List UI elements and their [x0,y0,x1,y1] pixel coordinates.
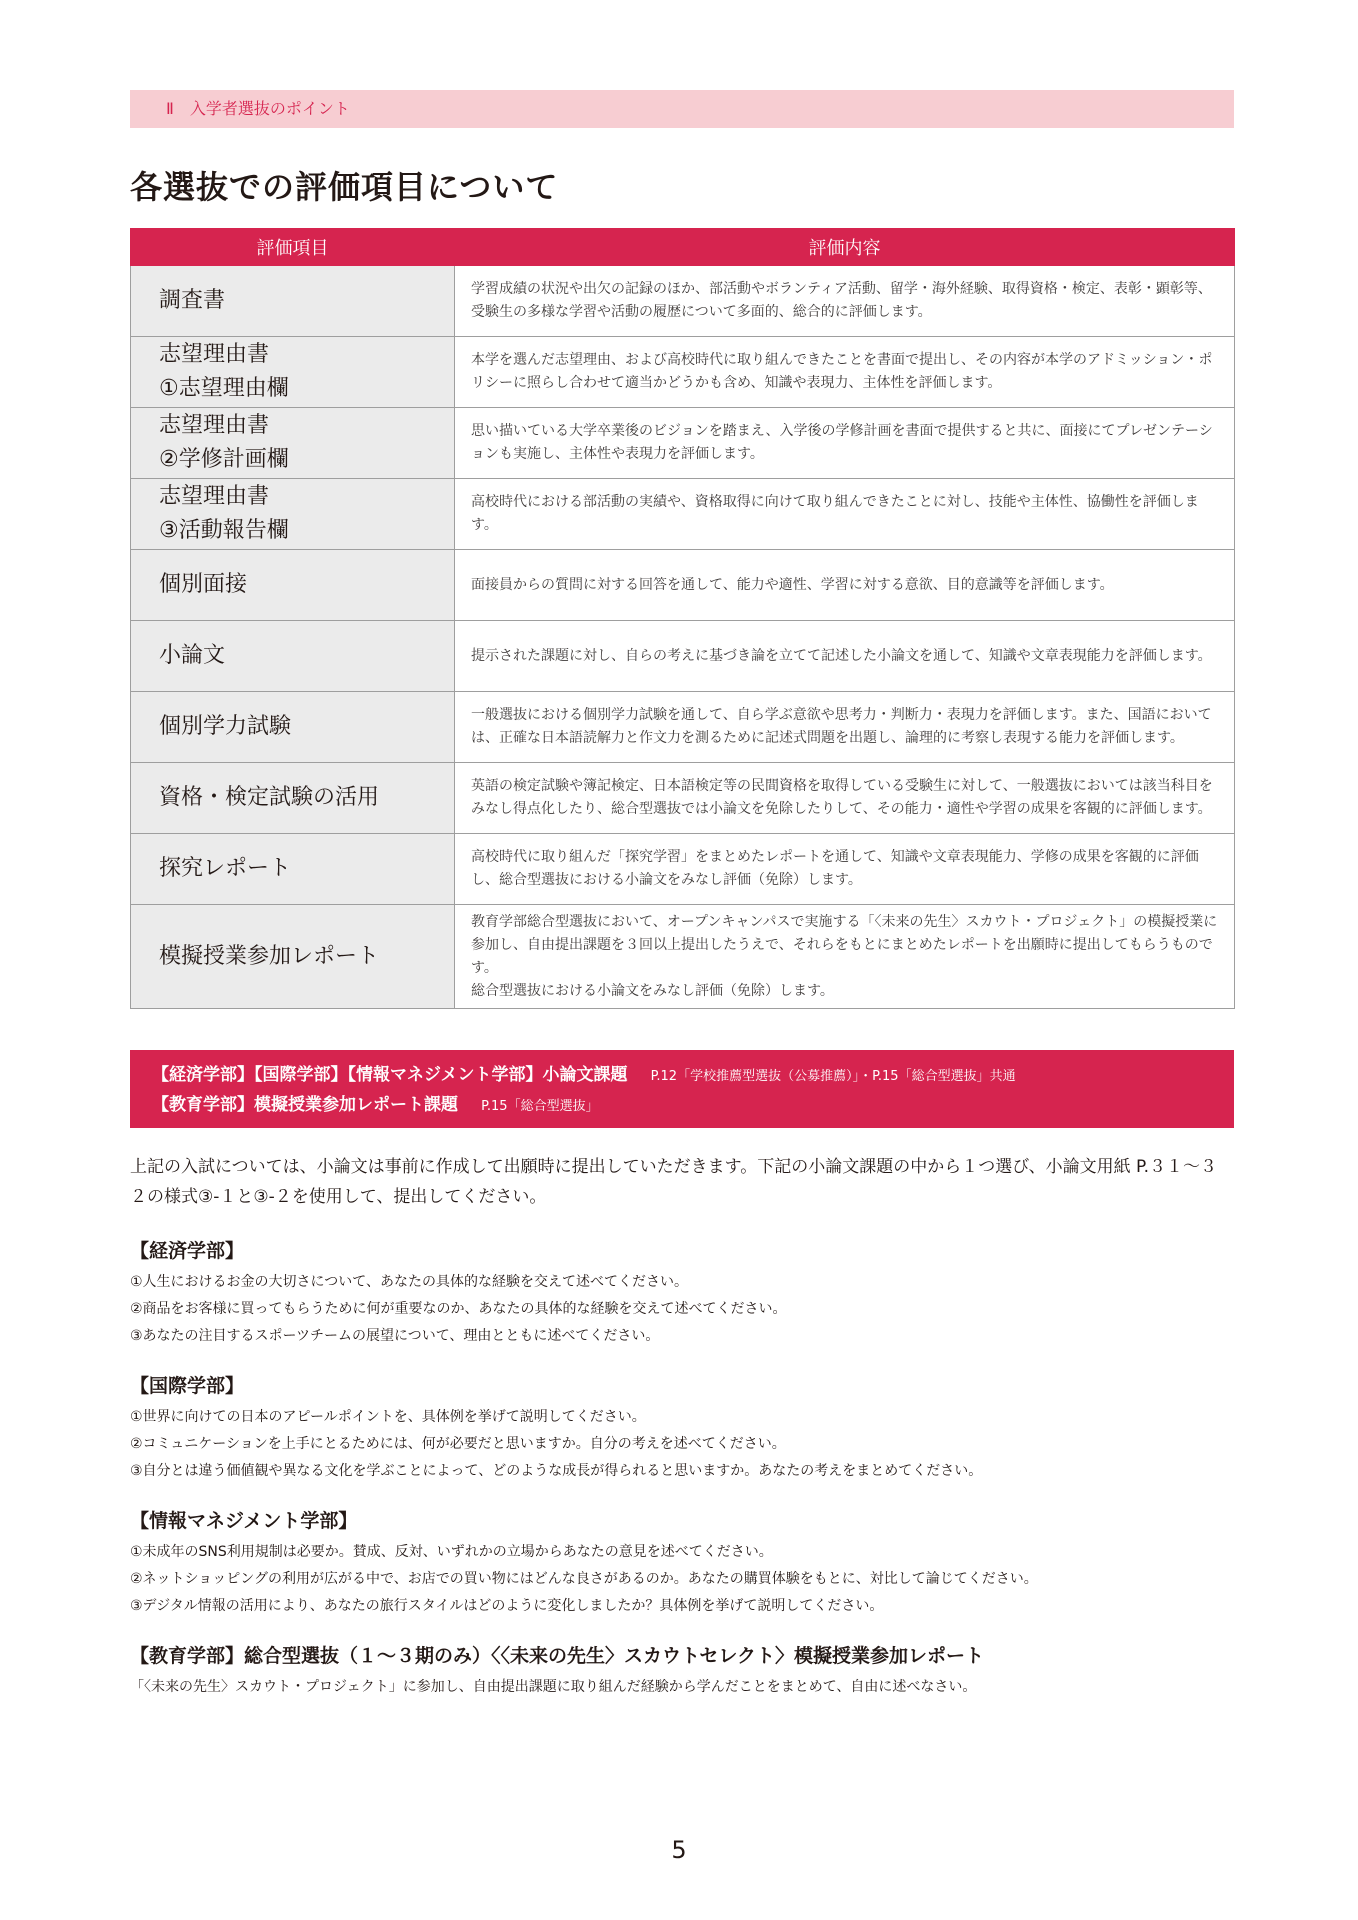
education-topic-list [130,1674,1234,1701]
item-sublabel: ①志望理由欄 [159,376,289,401]
evaluation-item [131,266,455,337]
task-line-education [152,1090,1234,1120]
table-header-row [131,229,1235,266]
list-item: ①未成年のSNS利用規制は必要か。賛成、反対、いずれかの立場からあなたの意見を述べてください。 [130,1544,773,1560]
task-page-reference: P.12「学校推薦型選抜（公募推薦）」・P.15「総合型選抜」共通 [650,1069,1016,1084]
evaluation-item [131,905,455,1009]
table-row [131,621,1235,692]
table-row [131,692,1235,763]
heading-education: 【教育学部】総合型選抜（１～３期のみ）〈〈未来の先生〉スカウトセレクト〉模擬授業参加レポート [130,1645,985,1667]
task-title: 【経済学部】【国際学部】【情報マネジメント学部】小論文課題 [152,1065,628,1085]
item-label: 探究レポート [159,856,292,881]
table-row [131,550,1235,621]
evaluation-item [131,621,455,692]
evaluation-item [131,692,455,763]
evaluation-content: 高校時代に取り組んだ「探究学習」をまとめたレポートを通して、知識や文章表現能力、学修の成果を客観的に評価し、総合型選抜における小論文をみなし評価（免除）します。 [455,834,1235,905]
list-item: 「〈未来の先生〉スカウト・プロジェクト」に参加し、自由提出課題に取り組んだ経験から学んだことをまとめて、自由に述べなさい。 [130,1679,977,1695]
essay-task-banner [130,1050,1234,1128]
evaluation-content: 学習成績の状況や出欠の記録のほか、部活動やボランティア活動、留学・海外経験、取得資格・検定、表彰・顕彰等、受験生の多様な学習や活動の履歴について多面的、総合的に評価します。 [455,266,1235,337]
evaluation-content: 一般選抜における個別学力試験を通して、自ら学ぶ意欲や思考力・判断力・表現力を評価します。また、国語においては、正確な日本語読解力と作文力を測るために記述式問題を出題し、論理的に考察し表現する能力を評価します。 [455,692,1235,763]
heading-info-management: 【情報マネジメント学部】 [130,1510,358,1532]
economics-topic-list [130,1269,1234,1350]
list-item: ①人生におけるお金の大切さについて、あなたの具体的な経験を交えて述べてください。 [130,1274,688,1290]
evaluation-content: 本学を選んだ志望理由、および高校時代に取り組んできたことを書面で提出し、その内容が本学のアドミッション・ポリシーに照らし合わせて適当かどうかも含め、知識や表現力、主体性を評価します。 [455,337,1235,408]
evaluation-content: 思い描いている大学卒業後のビジョンを踏まえ、入学後の学修計画を書面で提供すると共に、面接にてプレゼンテーションも実施し、主体性や表現力を評価します。 [455,408,1235,479]
item-label: 個別学力試験 [159,714,292,739]
task-line-faculties [152,1060,1234,1090]
evaluation-content: 面接員からの質問に対する回答を通して、能力や適性、学習に対する意欲、目的意識等を評価します。 [455,550,1235,621]
list-item: ②商品をお客様に買ってもらうために何が重要なのか、あなたの具体的な経験を交えて述べてください。 [130,1301,787,1317]
item-label: 模擬授業参加レポート [159,943,380,969]
item-label: 調査書 [159,288,226,313]
table-row [131,479,1235,550]
list-item: ③自分とは違う価値観や異なる文化を学ぶことによって、どのような成長が得られると思いますか。あなたの考えをまとめてください。 [130,1463,983,1479]
column-header-content: 評価内容 [455,229,1235,266]
evaluation-content: 提示された課題に対し、自らの考えに基づき論を立てて記述した小論文を通して、知識や文章表現能力を評価します。 [455,621,1235,692]
evaluation-content: 教育学部総合型選抜において、オープンキャンパスで実施する「〈未来の先生〉スカウト・プロジェクト」の模擬授業に参加し、自由提出課題を３回以上提出したうえで、それらをもとにまとめたレポートを出願時に提出してもらうものです。 総合型選抜における小論文をみなし評価（免除）します。 [455,905,1235,1009]
info-management-topic-list [130,1539,1234,1620]
list-item: ②コミュニケーションを上手にとるためには、何が必要だと思いますか。自分の考えを述べてください。 [130,1436,786,1452]
intro-paragraph: 上記の入試については、小論文は事前に作成して出願時に提出していただきます。下記の小論文課題の中から１つ選び、小論文用紙 P.３１～３２の様式③-１と③-２を使用して、提出してください。 [130,1157,1218,1207]
international-topic-list [130,1404,1234,1485]
item-label: 個別面接 [159,572,248,597]
list-item: ①世界に向けての日本のアピールポイントを、具体例を挙げて説明してください。 [130,1409,646,1425]
list-item: ③デジタル情報の活用により、あなたの旅行スタイルはどのように変化しましたか？具体例を挙げて説明してください。 [130,1598,884,1614]
table-row [131,834,1235,905]
evaluation-item [131,479,455,550]
evaluation-item [131,408,455,479]
section-label: Ⅱ 入学者選抜のポイント [130,90,1234,128]
table-row [131,905,1235,1009]
heading-economics: 【経済学部】 [130,1240,245,1262]
page-title: 各選抜での評価項目について [130,168,559,206]
evaluation-item [131,550,455,621]
evaluation-item [131,337,455,408]
task-title: 【教育学部】模擬授業参加レポート課題 [152,1095,458,1115]
heading-international: 【国際学部】 [130,1375,245,1397]
table-row [131,266,1235,337]
table-row [131,408,1235,479]
table-row [131,337,1235,408]
item-sublabel: ③活動報告欄 [159,518,289,543]
item-label: 志望理由書 [159,342,270,367]
evaluation-item [131,834,455,905]
item-label: 志望理由書 [159,413,270,438]
table-row [131,763,1235,834]
item-label: 小論文 [159,643,226,668]
item-label: 志望理由書 [159,484,270,509]
evaluation-item [131,763,455,834]
page-number: 5 [671,1836,687,1864]
evaluation-content: 英語の検定試験や簿記検定、日本語検定等の民間資格を取得している受験生に対して、一般選抜においては該当科目をみなし得点化したり、総合型選抜では小論文を免除したりして、その能力・適性や学習の成果を客観的に評価します。 [455,763,1235,834]
list-item: ③あなたの注目するスポーツチームの展望について、理由とともに述べてください。 [130,1328,660,1344]
item-label: 資格・検定試験の活用 [159,785,380,810]
evaluation-content: 高校時代における部活動の実績や、資格取得に向けて取り組んできたことに対し、技能や主体性、協働性を評価します。 [455,479,1235,550]
task-page-reference: P.15「総合型選抜」 [481,1099,599,1114]
item-sublabel: ②学修計画欄 [159,447,289,472]
evaluation-table [130,228,1235,1009]
list-item: ②ネットショッピングの利用が広がる中で、お店での買い物にはどんな良さがあるのか。あなたの購買体験をもとに、対比して論じてください。 [130,1571,1038,1587]
column-header-item: 評価項目 [131,229,455,266]
